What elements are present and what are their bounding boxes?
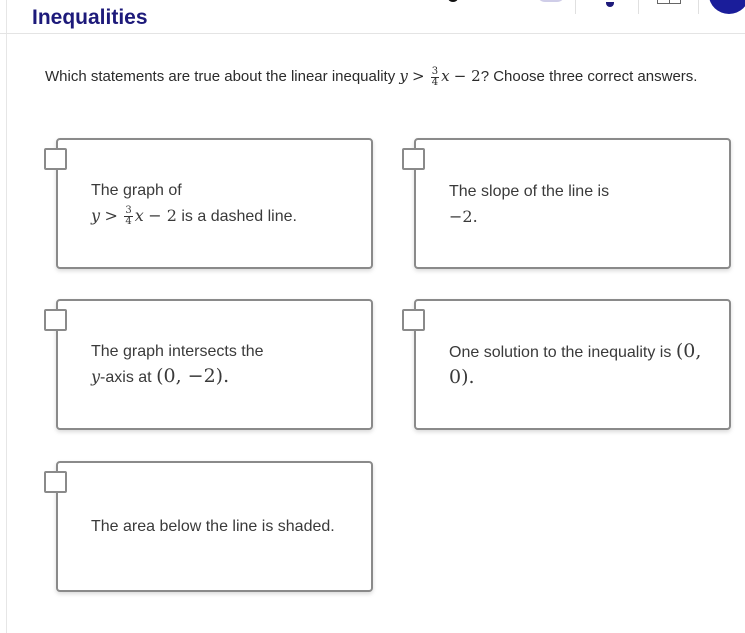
checkbox[interactable] <box>44 148 67 170</box>
calculator-icon[interactable] <box>657 0 681 4</box>
answer-option-b[interactable] <box>414 138 731 269</box>
option-label: is a dashed line. <box>181 208 297 225</box>
checkbox[interactable] <box>44 471 67 493</box>
checkbox[interactable] <box>402 148 425 170</box>
answer-option-d[interactable] <box>414 299 731 430</box>
record-icon[interactable] <box>448 0 458 2</box>
answer-option-a[interactable] <box>56 138 373 269</box>
denominator: 4 <box>125 216 132 228</box>
answer-option-c[interactable] <box>56 299 373 430</box>
option-label: One solution to the inequality is <box>449 343 672 361</box>
option-label: The graph intersects the <box>91 343 264 360</box>
avatar[interactable] <box>709 0 745 14</box>
divider <box>638 0 639 14</box>
question-text: Which statements are true about the linear inequality <box>45 68 396 85</box>
math-y: y <box>399 67 408 85</box>
math-value: (0, 0). <box>449 339 702 388</box>
left-divider <box>6 0 7 633</box>
math-value: −2. <box>449 206 478 226</box>
math-rest: − 2 <box>148 206 177 225</box>
math-y: y <box>91 206 101 225</box>
toggle-pill[interactable] <box>537 0 565 2</box>
math-op: > <box>104 206 118 225</box>
math-rest: − 2 <box>453 67 481 85</box>
fraction <box>431 67 439 88</box>
math-x: x <box>441 67 450 85</box>
option-text <box>91 301 351 428</box>
option-text <box>449 301 709 428</box>
option-label: The area below the line is shaded. <box>91 518 335 535</box>
fraction <box>124 206 132 227</box>
question-suffix: ? Choose three correct answers. <box>480 68 698 85</box>
numerator: 3 <box>431 65 439 77</box>
divider <box>698 0 699 14</box>
lock-icon[interactable] <box>606 2 614 7</box>
math-x: x <box>134 206 144 225</box>
math-op: > <box>412 67 425 85</box>
divider <box>575 0 576 14</box>
checkbox[interactable] <box>402 309 425 331</box>
question-prompt <box>45 63 725 90</box>
option-label: The graph of <box>91 182 182 199</box>
checkbox[interactable] <box>44 309 67 331</box>
page-title: Inequalities <box>32 6 148 29</box>
option-label: -axis at <box>100 369 152 386</box>
option-text <box>91 463 351 590</box>
option-text <box>449 140 709 267</box>
math-value: (0, −2). <box>156 365 230 387</box>
answer-option-e[interactable] <box>56 461 373 592</box>
math-y: y <box>91 367 101 386</box>
denominator: 4 <box>431 76 439 88</box>
top-bar <box>0 0 745 34</box>
option-label: The slope of the line is <box>449 182 610 200</box>
option-text <box>91 140 351 267</box>
numerator: 3 <box>125 205 132 217</box>
